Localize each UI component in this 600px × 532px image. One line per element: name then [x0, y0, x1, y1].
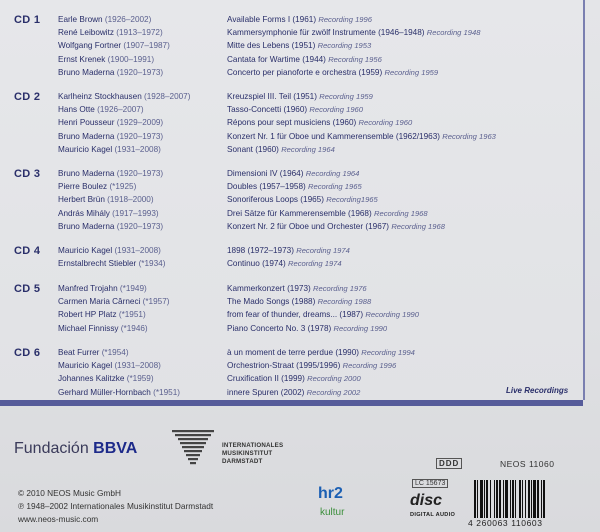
composer	[58, 92, 190, 101]
work-years: (1951)	[291, 41, 316, 51]
work	[227, 15, 372, 24]
barcode-bar	[510, 480, 511, 518]
work-years: (1967)	[365, 221, 390, 231]
work-years: (1988)	[291, 297, 316, 307]
work-years: (1990)	[335, 348, 359, 357]
barcode-bar	[541, 480, 542, 518]
copyright-line-2: ℗ 1948–2002 Internationales Musikinstitut Darmstadt	[18, 501, 214, 511]
composer-name: Herbert Brün	[58, 195, 105, 205]
composer-years: (*1951)	[153, 387, 180, 397]
work-title: Concerto per pianoforte e orchestra	[227, 67, 357, 77]
barcode-bar	[543, 480, 545, 518]
cd-label: CD 4	[14, 245, 41, 257]
work-years: (1964)	[279, 169, 304, 178]
barcode-bar	[512, 480, 514, 518]
composer-name: Bruno Maderna	[58, 221, 115, 231]
work-title: Mitte des Lebens	[227, 41, 290, 51]
recording-year: Recording 1996	[342, 361, 397, 371]
composer	[58, 348, 129, 357]
composer	[58, 182, 136, 191]
track-row	[0, 182, 583, 195]
composer	[58, 209, 159, 218]
work	[227, 361, 396, 370]
recording-year: Recording 1968	[374, 208, 428, 218]
composer	[58, 310, 146, 319]
barcode-bar	[528, 480, 530, 518]
work	[227, 68, 438, 77]
composer-years: (1929–2009)	[116, 118, 164, 128]
composer-years: (1920–1973)	[116, 131, 164, 141]
composer-name: Mauricio Kagel	[58, 361, 113, 371]
composer-years: (1920–1973)	[116, 221, 164, 231]
recording-year: Recording 1976	[313, 284, 367, 293]
work	[227, 28, 480, 37]
composer	[58, 259, 165, 268]
work	[227, 222, 445, 231]
composer-years: (1931–2008)	[114, 144, 161, 154]
composer-name: Mauricio Kagel	[58, 246, 113, 255]
fundacion-text: Fundación	[14, 440, 89, 457]
work-title: Cruxification II	[227, 374, 279, 384]
work	[227, 118, 412, 127]
barcode-bar	[503, 480, 504, 518]
composer	[58, 15, 151, 24]
composer	[58, 222, 163, 231]
work-title: Orchestrion-Straat	[227, 361, 294, 371]
barcode-bar	[533, 480, 536, 518]
composer	[58, 28, 163, 37]
work	[227, 324, 387, 333]
hr2-logo: hr2	[318, 485, 343, 502]
composer-name: Bruno Maderna	[58, 67, 115, 77]
barcode-bar	[515, 480, 516, 518]
recording-year: Recording 1959	[384, 67, 439, 77]
imd-line-2: MUSIKINSTITUT	[222, 450, 273, 457]
work-title: Sonant	[227, 144, 253, 154]
composer-name: Earle Brown	[58, 15, 103, 24]
recording-year: Recording 1948	[426, 28, 481, 38]
work	[227, 209, 428, 218]
recording-year: Recording 1964	[305, 169, 360, 178]
composer-years: (*1951)	[118, 310, 146, 320]
work	[227, 310, 419, 319]
recording-year: Recording 1956	[328, 54, 382, 64]
composer-name: Johannes Kalitzke	[58, 374, 125, 384]
work-title: Kreuzspiel III. Teil	[227, 92, 292, 101]
work	[227, 388, 360, 397]
work-title: Konzert Nr. 1 für Oboe und Kammerensemble	[227, 131, 394, 141]
work-title: Piano Concerto No. 3	[227, 323, 306, 333]
track-row	[0, 259, 583, 272]
work-years: (1965)	[300, 195, 324, 205]
composer	[58, 284, 147, 293]
work	[227, 169, 359, 178]
composer-name: Ernst Krenek	[58, 54, 106, 64]
work-title: Kammerkonzert	[227, 284, 285, 293]
digital-audio-text: DIGITAL AUDIO	[410, 512, 456, 518]
track-row	[0, 324, 583, 337]
work-title: Continuo	[227, 259, 260, 269]
work-title: Sonoriferous Loops	[227, 195, 299, 205]
recording-year: Recording 1996	[318, 15, 372, 24]
work	[227, 55, 382, 64]
composer	[58, 41, 170, 50]
work-years: (1973)	[287, 284, 311, 293]
composer-name: René Leibowitz	[58, 28, 114, 38]
track-row	[0, 246, 583, 259]
recording-year: Recording 1994	[361, 348, 415, 357]
composer-name: Hans Otte	[58, 105, 95, 115]
track-row	[0, 68, 583, 81]
track-row	[0, 132, 583, 145]
recording-year: Recording 1974	[288, 259, 342, 269]
work-years: (1960)	[283, 105, 308, 115]
label-code-badge: LC 15673	[412, 479, 448, 488]
composer-years: (*1949)	[119, 284, 147, 293]
composer-name: Wolfgang Fortner	[58, 41, 122, 51]
recording-year: Recording 2002	[306, 387, 361, 397]
imd-text	[222, 442, 283, 466]
barcode-icon	[472, 480, 564, 518]
track-row	[0, 374, 583, 387]
composer-years: (*1954)	[101, 348, 129, 357]
cd-label: CD 3	[14, 168, 41, 180]
barcode-bar	[522, 480, 523, 518]
composer	[58, 169, 163, 178]
work-years: (1957–1958)	[259, 182, 306, 192]
work	[227, 374, 361, 383]
work-title: Répons pour sept musiciens	[227, 118, 331, 128]
recording-year: Recording 1974	[296, 246, 350, 255]
cd-label: CD 5	[14, 283, 41, 295]
composer-name: Pierre Boulez	[58, 182, 108, 192]
work	[227, 246, 350, 255]
barcode-bar	[477, 480, 478, 518]
work	[227, 92, 373, 101]
work-title: Tasso-Concetti	[227, 105, 282, 115]
cd-label: CD 2	[14, 91, 41, 103]
composer-name: Mauricio Kagel	[58, 144, 113, 154]
composer-years: (*1959)	[126, 374, 154, 384]
recording-year: Recording 1953	[317, 41, 372, 51]
recording-year: Recording 1968	[391, 221, 445, 231]
barcode-number: 4 260063 110603	[468, 518, 543, 528]
work-years: (1944)	[302, 54, 326, 64]
composer-name: Karlheinz Stockhausen	[58, 92, 142, 101]
composer-name: Gerhard Müller-Hornbach	[58, 387, 151, 397]
work	[227, 41, 371, 50]
composer-years: (1931–2008)	[114, 246, 161, 255]
barcode-bar	[496, 480, 498, 518]
work	[227, 348, 415, 357]
recording-year: Recording 1959	[319, 92, 373, 101]
work-years: (1961)	[292, 15, 317, 24]
work-title: Konzert Nr. 2 für Oboe und Orchester	[227, 221, 364, 231]
track-row	[0, 388, 583, 401]
track-row	[0, 169, 583, 182]
work-title: Dimensioni IV	[227, 169, 278, 178]
composer	[58, 297, 170, 306]
composer-years: (*1925)	[109, 182, 137, 192]
track-row	[0, 348, 583, 361]
composer	[58, 132, 163, 141]
catalog-number: NEOS 11060	[500, 459, 555, 469]
composer-years: (1931–2008)	[114, 361, 161, 371]
track-row	[0, 145, 583, 158]
barcode-bar	[505, 480, 508, 518]
track-row	[0, 297, 583, 310]
imd-logo-icon	[170, 428, 216, 474]
work-title: Doubles	[227, 182, 258, 192]
composer	[58, 324, 148, 333]
website-link[interactable]: www.neos-music.com	[18, 514, 99, 524]
copyright-line-1: © 2010 NEOS Music GmbH	[18, 488, 121, 498]
composer	[58, 195, 154, 204]
work-years: (1999)	[281, 374, 305, 384]
work-title: 1898	[227, 246, 246, 255]
barcode-bar	[494, 480, 495, 518]
track-row	[0, 195, 583, 208]
compact-disc-logo: disc	[410, 492, 443, 509]
track-row	[0, 118, 583, 131]
barcode-bar	[490, 480, 491, 518]
kultur-text: kultur	[320, 507, 345, 518]
composer	[58, 68, 163, 77]
composer	[58, 105, 144, 114]
bbva-text: BBVA	[93, 440, 138, 457]
barcode-bar	[499, 480, 501, 518]
recording-year: Recording 1960	[309, 105, 364, 115]
fundacion-bbva-logo	[14, 440, 137, 458]
composer-name: Carmen Maria Cârneci	[58, 297, 141, 307]
work-title: Available Forms I	[227, 15, 291, 24]
track-row	[0, 41, 583, 54]
work-years: (1972–1973)	[247, 246, 294, 255]
recording-year: Recording 1990	[333, 323, 388, 333]
work-years: (1946–1948)	[378, 28, 425, 38]
recording-year: Recording 1960	[358, 118, 413, 128]
composer	[58, 145, 161, 154]
barcode-bar	[474, 480, 476, 518]
work-title: The Mado Songs	[227, 297, 290, 307]
recording-year: Recording 1965	[308, 182, 362, 192]
work-title: Cantata for Wartime	[227, 54, 300, 64]
composer-name: Manfred Trojahn	[58, 284, 118, 293]
composer-years: (1920–1973)	[116, 67, 164, 77]
composer-years: (1900–1991)	[107, 54, 155, 64]
recording-year: Recording 1990	[365, 310, 419, 320]
work-title: innere Spuren	[227, 387, 279, 397]
work-years: (1978)	[307, 323, 332, 333]
composer-years: (1928–2007)	[144, 92, 191, 101]
composer	[58, 388, 180, 397]
imd-line-3: DARMSTADT	[222, 458, 263, 465]
track-row	[0, 28, 583, 41]
composer-years: (*1946)	[120, 323, 148, 333]
recording-year: Recording 1964	[281, 144, 335, 154]
composer	[58, 246, 161, 255]
work	[227, 195, 378, 204]
work-title: Drei Sätze für Kammerensemble	[227, 208, 346, 218]
work	[227, 297, 371, 306]
cd-label: CD 1	[14, 14, 41, 26]
work	[227, 259, 342, 268]
work-years: (1968)	[348, 208, 372, 218]
cd-label: CD 6	[14, 347, 41, 359]
composer-years: (*1957)	[142, 297, 170, 307]
composer-years: (1917–1993)	[112, 208, 159, 218]
work	[227, 105, 363, 114]
work-years: (1962/1963)	[395, 131, 440, 141]
imd-line-1: INTERNATIONALES	[222, 442, 284, 449]
track-row	[0, 310, 583, 323]
work	[227, 145, 335, 154]
track-row	[0, 284, 583, 297]
panel-band	[0, 400, 583, 406]
composer-years: (1913–1972)	[116, 28, 163, 38]
recording-year: Recording 1963	[442, 131, 496, 141]
barcode-bar	[525, 480, 526, 518]
work	[227, 182, 362, 191]
composer-name: Bruno Maderna	[58, 131, 115, 141]
ddd-badge: DDD	[436, 458, 462, 469]
composer-name: Michael Finnissy	[58, 323, 119, 333]
recording-year: Recording1965	[326, 195, 378, 205]
work	[227, 132, 496, 141]
recording-year: Recording 2000	[307, 374, 361, 384]
composer	[58, 118, 163, 127]
work-years: (1960)	[332, 118, 357, 128]
composer	[58, 55, 154, 64]
work-years: (1974)	[262, 259, 286, 269]
composer-years: (1926–2002)	[104, 15, 152, 24]
barcode-bar	[537, 480, 539, 518]
work-years: (2002)	[280, 387, 305, 397]
recording-year: Recording 1988	[317, 297, 372, 307]
work-years: (1987)	[339, 310, 364, 320]
composer-years: (*1934)	[138, 259, 166, 269]
track-row	[0, 361, 583, 374]
composer-years: (1907–1987)	[123, 41, 170, 51]
composer-name: András Mihály	[58, 208, 110, 218]
work-years: (1951)	[293, 92, 317, 101]
composer	[58, 361, 161, 370]
work-title: from fear of thunder, dreams...	[227, 310, 338, 320]
track-row	[0, 222, 583, 235]
track-row	[0, 209, 583, 222]
live-recordings-label: Live Recordings	[506, 386, 569, 395]
composer-name: Robert HP Platz	[58, 310, 117, 320]
composer-name: Henri Pousseur	[58, 118, 115, 128]
track-row	[0, 15, 583, 28]
barcode-bar	[484, 480, 485, 518]
composer	[58, 374, 154, 383]
composer-years: (1926–2007)	[97, 105, 144, 115]
composer-name: Bruno Maderna	[58, 169, 115, 178]
work-years: (1960)	[255, 144, 279, 154]
track-row	[0, 55, 583, 68]
work-years: (1995/1996)	[296, 361, 341, 371]
work	[227, 284, 367, 293]
composer-years: (1918–2000)	[107, 195, 154, 205]
barcode-bar	[486, 480, 488, 518]
composer-name: Ernstalbrecht Stiebler	[58, 259, 137, 269]
composer-name: Beat Furrer	[58, 348, 100, 357]
barcode-bar	[531, 480, 532, 518]
barcode-bar	[519, 480, 521, 518]
work-title: à un moment de terre perdue	[227, 348, 334, 357]
track-row	[0, 92, 583, 105]
track-row	[0, 105, 583, 118]
composer-years: (1920–1973)	[116, 169, 164, 178]
work-years: (1959)	[358, 67, 383, 77]
work-title: Kammersymphonie für zwölf Instrumente	[227, 28, 376, 38]
barcode-bar	[480, 480, 483, 518]
